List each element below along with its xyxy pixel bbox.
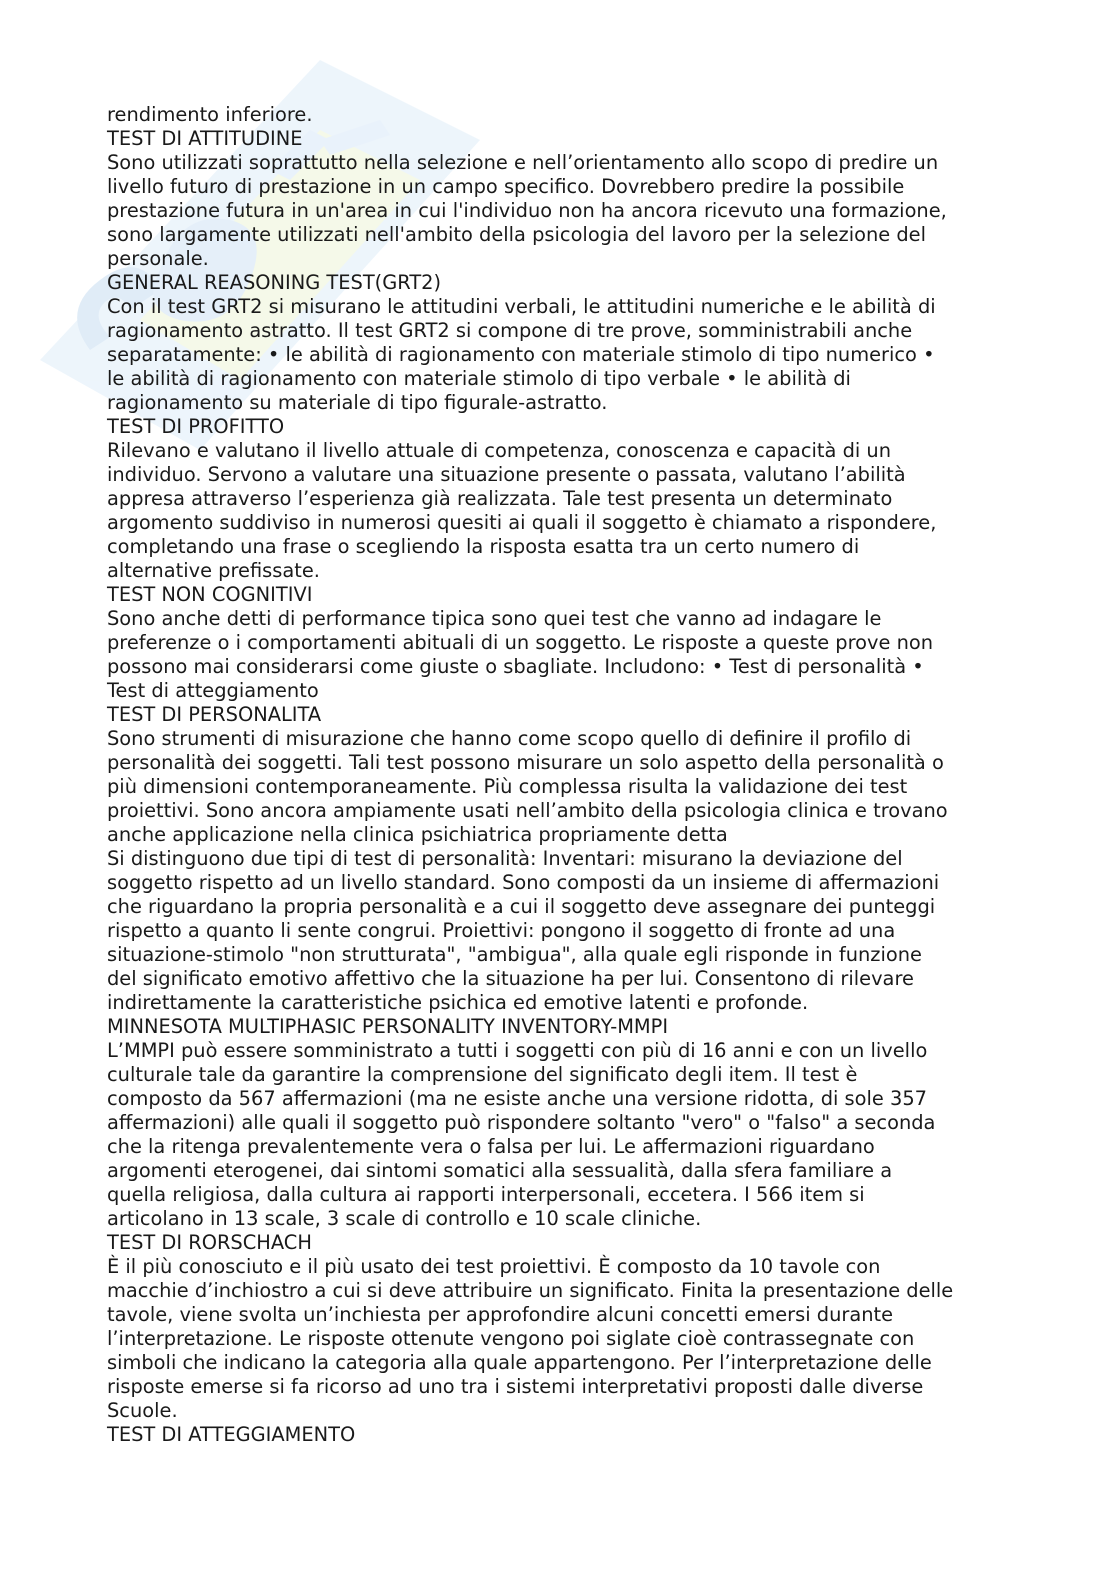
text-line: possono mai considerarsi come giuste o sbagliate. Includono: • Test di personalità • — [107, 655, 924, 678]
section-heading: TEST DI PROFITTO — [107, 415, 285, 438]
text-line: Scuole. — [107, 1399, 178, 1422]
section-heading: GENERAL REASONING TEST(GRT2) — [107, 271, 442, 294]
text-line: risposte emerse si fa ricorso ad uno tra i sistemi interpretativi proposti dalle diverse — [107, 1375, 924, 1398]
text-line: Si distinguono due tipi di test di personalità: Inventari: misurano la deviazione del — [107, 847, 903, 870]
text-line: che la ritenga prevalentemente vera o falsa per lui. Le affermazioni riguardano — [107, 1135, 875, 1158]
text-line: Test di atteggiamento — [107, 679, 319, 702]
section-heading: MINNESOTA MULTIPHASIC PERSONALITY INVENTORY-MMPI — [107, 1015, 669, 1038]
text-line: ragionamento su materiale di tipo figurale-astratto. — [107, 391, 608, 414]
section-heading: TEST DI ATTEGGIAMENTO — [107, 1423, 356, 1446]
text-line: più dimensioni contemporaneamente. Più complessa risulta la validazione dei test — [107, 775, 908, 798]
text-line: livello futuro di prestazione in un campo specifico. Dovrebbero predire la possibile — [107, 175, 905, 198]
text-line: del significato emotivo affettivo che la situazione ha per lui. Consentono di rilevare — [107, 967, 914, 990]
text-line: Sono strumenti di misurazione che hanno come scopo quello di definire il profilo di — [107, 727, 912, 750]
text-line: Rilevano e valutano il livello attuale di competenza, conoscenza e capacità di un — [107, 439, 892, 462]
text-line: individuo. Servono a valutare una situazione presente o passata, valutano l’abilità — [107, 463, 906, 486]
text-line: che riguardano la propria personalità e a cui il soggetto deve assegnare dei punteggi — [107, 895, 936, 918]
section-heading: TEST DI PERSONALITA — [107, 703, 322, 726]
text-line: macchie d’inchiostro a cui si deve attribuire un significato. Finita la presentazione delle — [107, 1279, 954, 1302]
text-line: indirettamente la caratteristiche psichica ed emotive latenti e profonde. — [107, 991, 809, 1014]
text-line: L’MMPI può essere somministrato a tutti i soggetti con più di 16 anni e con un livello — [107, 1039, 928, 1062]
text-line: separatamente: • le abilità di ragionamento con materiale stimolo di tipo numerico • — [107, 343, 935, 366]
text-line: l’interpretazione. Le risposte ottenute vengono poi siglate cioè contrassegnate con — [107, 1327, 915, 1350]
text-line: rendimento inferiore. — [107, 103, 313, 126]
text-line: le abilità di ragionamento con materiale stimolo di tipo verbale • le abilità di — [107, 367, 851, 390]
text-line: affermazioni) alle quali il soggetto può rispondere soltanto "vero" o "falso" a seconda — [107, 1111, 936, 1134]
document-page — [107, 103, 1007, 1447]
text-line: rispetto a quanto li sente congrui. Proiettivi: pongono il soggetto di fronte ad una — [107, 919, 896, 942]
text-line: proiettivi. Sono ancora ampiamente usati nell’ambito della psicologia clinica e trovano — [107, 799, 948, 822]
text-line: Sono anche detti di performance tipica sono quei test che vanno ad indagare le — [107, 607, 882, 630]
text-line: composto da 567 affermazioni (ma ne esiste anche una versione ridotta, di sole 357 — [107, 1087, 928, 1110]
text-line: argomenti eterogenei, dai sintomi somatici alla sessualità, dalla sfera familiare a — [107, 1159, 893, 1182]
text-line: preferenze o i comportamenti abituali di un soggetto. Le risposte a queste prove non — [107, 631, 934, 654]
text-line: anche applicazione nella clinica psichiatrica propriamente detta — [107, 823, 728, 846]
text-line: personale. — [107, 247, 209, 270]
text-line: appresa attraverso l’esperienza già realizzata. Tale test presenta un determinato — [107, 487, 893, 510]
text-line: soggetto rispetto ad un livello standard. Sono composti da un insieme di affermazioni — [107, 871, 940, 894]
text-line: Con il test GRT2 si misurano le attitudini verbali, le attitudini numeriche e le abilità di — [107, 295, 936, 318]
text-line: argomento suddiviso in numerosi quesiti ai quali il soggetto è chiamato a rispondere, — [107, 511, 937, 534]
text-line: situazione-stimolo "non strutturata", "ambigua", alla quale egli risponde in funzione — [107, 943, 922, 966]
text-line: tavole, viene svolta un’inchiesta per approfondire alcuni concetti emersi durante — [107, 1303, 894, 1326]
text-line: È il più conosciuto e il più usato dei test proiettivi. È composto da 10 tavole con — [107, 1255, 881, 1278]
text-line: prestazione futura in un'area in cui l'individuo non ha ancora ricevuto una formazione, — [107, 199, 947, 222]
text-line: culturale tale da garantire la comprensione del significato degli item. Il test è — [107, 1063, 858, 1086]
section-heading: TEST NON COGNITIVI — [107, 583, 313, 606]
text-line: completando una frase o scegliendo la risposta esatta tra un certo numero di — [107, 535, 860, 558]
text-line: sono largamente utilizzati nell'ambito della psicologia del lavoro per la selezione del — [107, 223, 926, 246]
text-line: ragionamento astratto. Il test GRT2 si compone di tre prove, somministrabili anche — [107, 319, 913, 342]
text-line: simboli che indicano la categoria alla quale appartengono. Per l’interpretazione delle — [107, 1351, 932, 1374]
text-line: quella religiosa, dalla cultura ai rapporti interpersonali, eccetera. I 566 item si — [107, 1183, 865, 1206]
section-heading: TEST DI RORSCHACH — [107, 1231, 312, 1254]
text-line: articolano in 13 scale, 3 scale di controllo e 10 scale cliniche. — [107, 1207, 702, 1230]
text-line: personalità dei soggetti. Tali test possono misurare un solo aspetto della personalità o — [107, 751, 944, 774]
section-heading: TEST DI ATTITUDINE — [107, 127, 303, 150]
text-line: alternative prefissate. — [107, 559, 320, 582]
text-line: Sono utilizzati soprattutto nella selezione e nell’orientamento allo scopo di predire un — [107, 151, 939, 174]
